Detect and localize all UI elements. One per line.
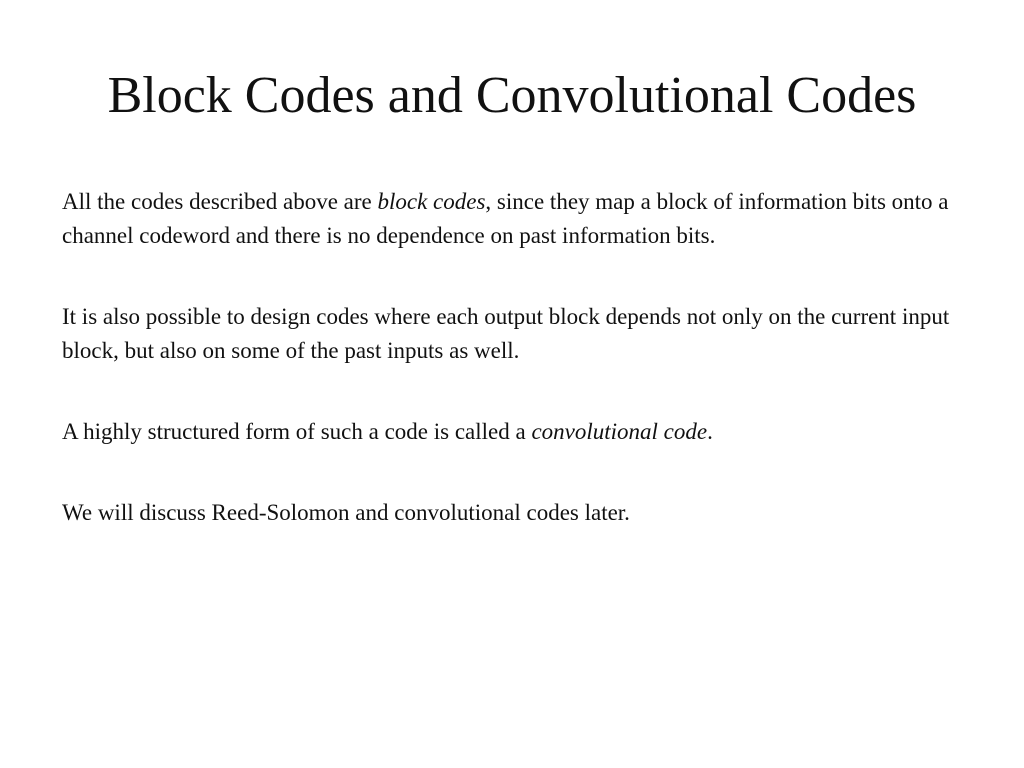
paragraph-text: . [707, 419, 713, 444]
paragraph-past-inputs [62, 300, 962, 368]
paragraph-text: All the codes described above are [62, 189, 378, 214]
slide-body [62, 185, 962, 577]
slide-title: Block Codes and Convolutional Codes [107, 67, 917, 124]
emphasis-convolutional-code: convolutional code [531, 419, 708, 444]
paragraph-discuss-later [62, 496, 962, 530]
paragraph-block-codes [62, 185, 962, 253]
paragraph-text: , since they map a block of information bits onto a channel codeword and there is no dependence on past information bits. [62, 189, 949, 248]
paragraph-text: We will discuss Reed-Solomon and convolutional codes later. [62, 500, 630, 525]
paragraph-text: It is also possible to design codes where each output block depends not only on the current input block, but also on some of the past inputs as well. [62, 304, 950, 363]
paragraph-text: A highly structured form of such a code is called a [62, 419, 532, 444]
emphasis-block-codes: block codes [377, 189, 486, 214]
paragraph-convolutional-code [62, 415, 962, 449]
